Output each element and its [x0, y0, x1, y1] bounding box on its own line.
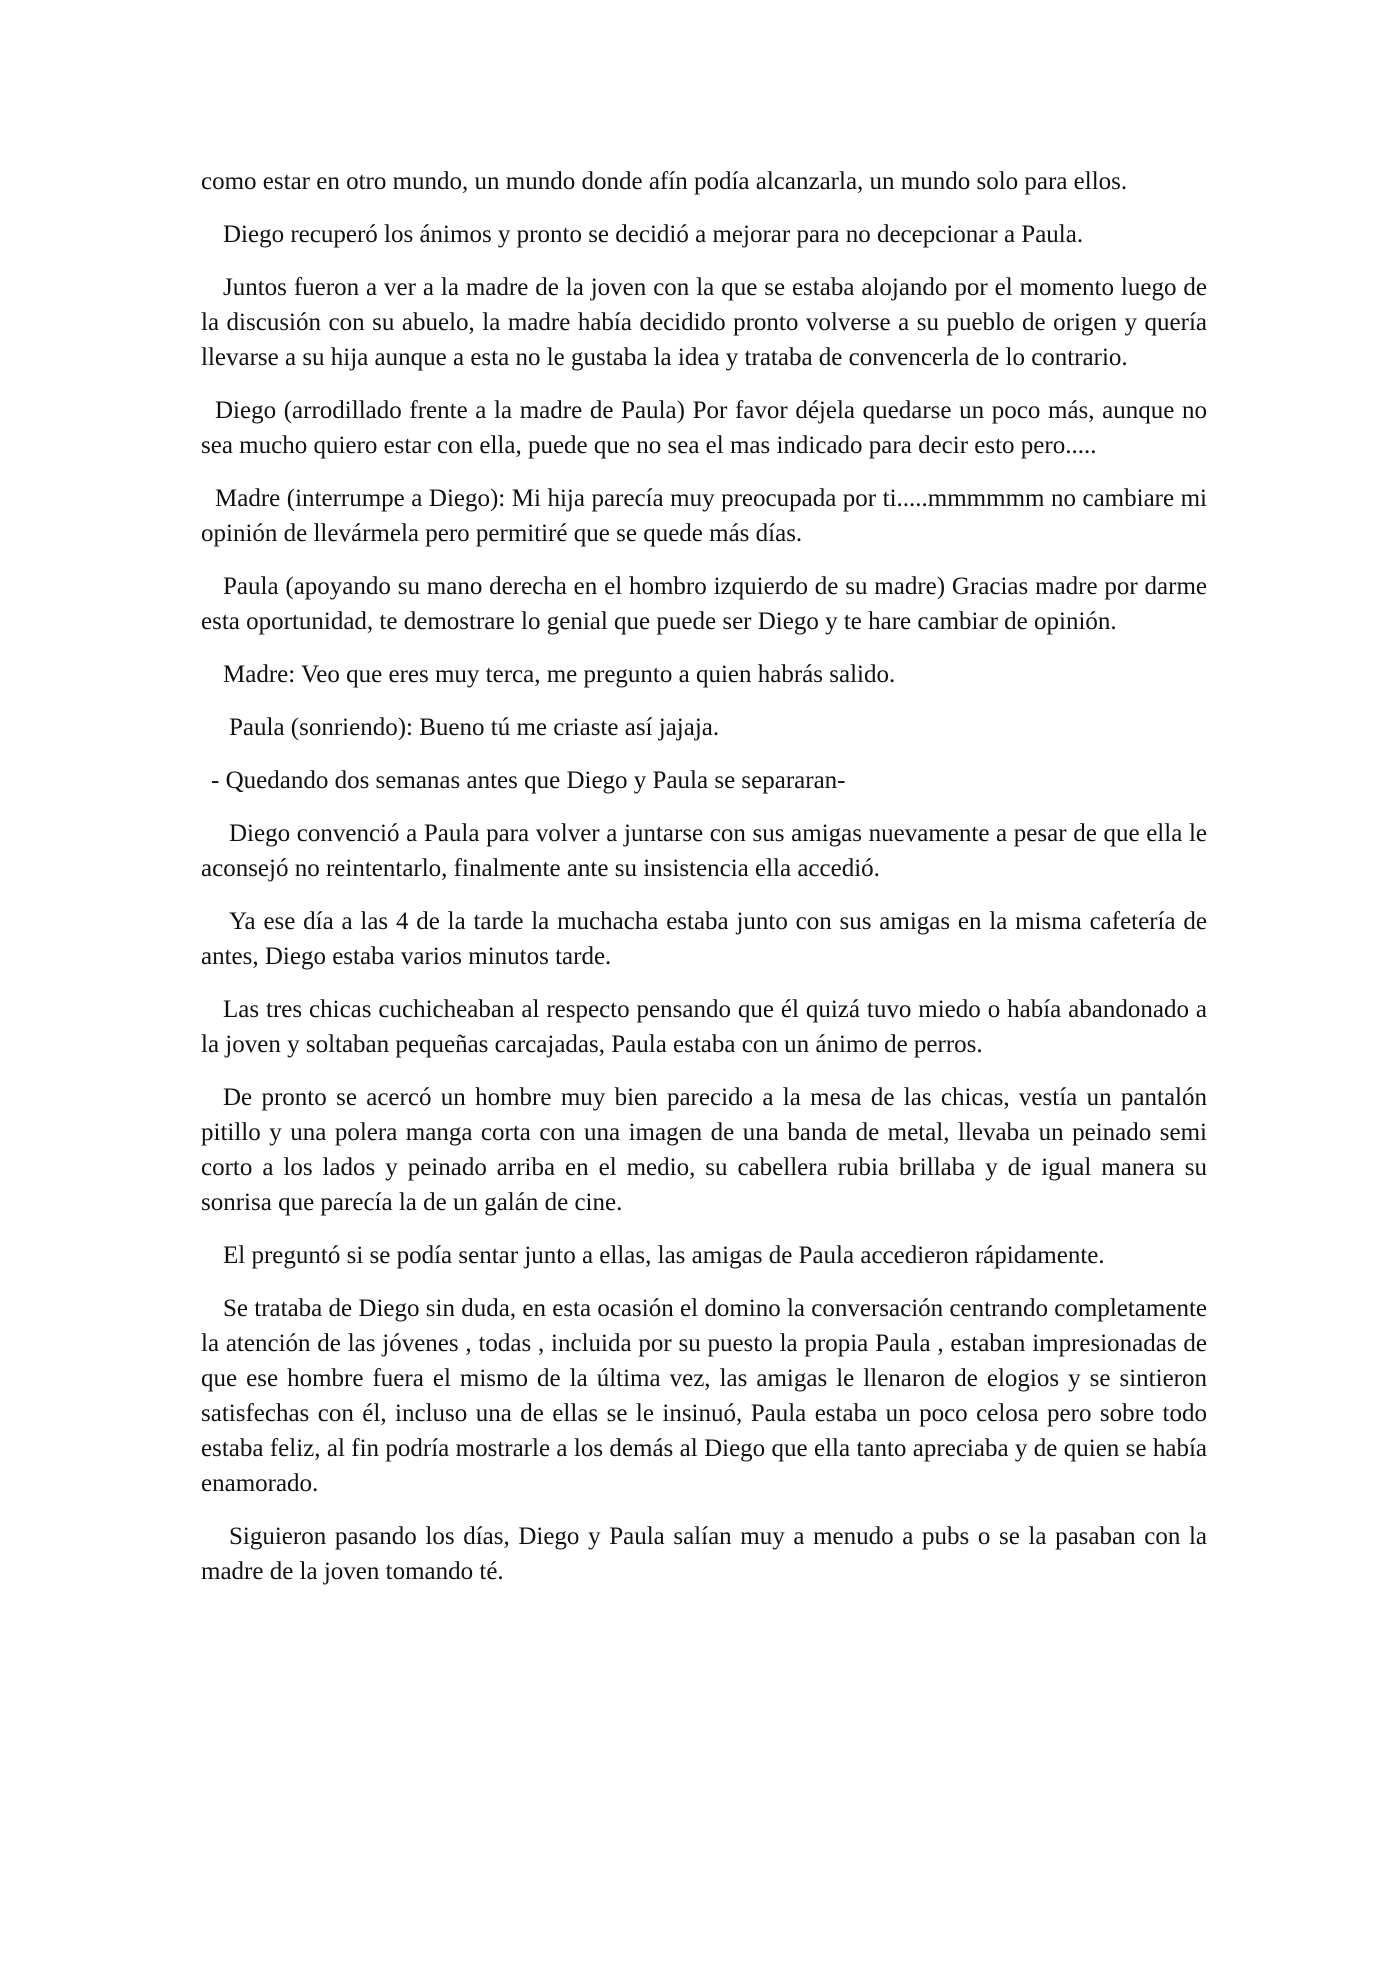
paragraph: Siguieron pasando los días, Diego y Paula salían muy a menudo a pubs o se la pasaban con la madre de la joven tomando té. — [201, 1523, 1207, 1585]
paragraph: como estar en otro mundo, un mundo donde afín podía alcanzarla, un mundo solo para ellos. — [201, 168, 1128, 195]
paragraph: El preguntó si se podía sentar junto a ellas, las amigas de Paula accedieron rápidamente. — [223, 1242, 1105, 1269]
body-text — [201, 164, 1207, 1607]
paragraph: Juntos fueron a ver a la madre de la joven con la que se estaba alojando por el momento luego de la discusión con su abuelo, la madre había decidido pronto volverse a su pueblo de origen y quería llevarse a su hija aunque a esta no le gustaba la idea y trataba de convencerla de lo contrario. — [201, 274, 1207, 371]
paragraph: Diego convenció a Paula para volver a juntarse con sus amigas nuevamente a pesar de que ella le aconsejó no reintentarlo, finalmente ante su insistencia ella accedió. — [201, 820, 1207, 882]
paragraph: Las tres chicas cuchicheaban al respecto pensando que él quizá tuvo miedo o había abandonado a la joven y soltaban pequeñas carcajadas, Paula estaba con un ánimo de perros. — [201, 996, 1207, 1058]
paragraph: Paula (apoyando su mano derecha en el hombro izquierdo de su madre) Gracias madre por darme esta oportunidad, te demostrare lo genial que puede ser Diego y te hare cambiar de opinión. — [201, 573, 1207, 635]
paragraph: De pronto se acercó un hombre muy bien parecido a la mesa de las chicas, vestía un pantalón pitillo y una polera manga corta con una imagen de una banda de metal, llevaba un peinado semi corto a los lados y peinado arriba en el medio, su cabellera rubia brillaba y de igual manera su sonrisa que parecía la de un galán de cine. — [201, 1084, 1207, 1216]
paragraph: - Quedando dos semanas antes que Diego y Paula se separaran- — [211, 767, 846, 794]
paragraph: Se trataba de Diego sin duda, en esta ocasión el domino la conversación centrando completamente la atención de las jóvenes , todas , incluida por su puesto la propia Paula , estaban impresionadas de que ese hombre fuera el mismo de la última vez, las amigas le llenaron de elogios y se sintieron satisfechas con él, incluso una de ellas se le insinuó, Paula estaba un poco celosa pero sobre todo estaba feliz, al fin podría mostrarle a los demás al Diego que ella tanto apreciaba y de quien se había enamorado. — [201, 1295, 1207, 1497]
paragraph: Madre (interrumpe a Diego): Mi hija parecía muy preocupada por ti.....mmmmmm no cambiare mi opinión de llevármela pero permitiré que se quede más días. — [201, 485, 1207, 547]
paragraph: Diego (arrodillado frente a la madre de Paula) Por favor déjela quedarse un poco más, aunque no sea mucho quiero estar con ella, puede que no sea el mas indicado para decir esto pero..... — [201, 397, 1207, 459]
paragraph: Diego recuperó los ánimos y pronto se decidió a mejorar para no decepcionar a Paula. — [223, 221, 1084, 248]
paragraph: Madre: Veo que eres muy terca, me pregunto a quien habrás salido. — [223, 661, 896, 688]
paragraph: Paula (sonriendo): Bueno tú me criaste así jajaja. — [229, 714, 720, 741]
paragraph: Ya ese día a las 4 de la tarde la muchacha estaba junto con sus amigas en la misma cafetería de antes, Diego estaba varios minutos tarde. — [201, 908, 1207, 970]
